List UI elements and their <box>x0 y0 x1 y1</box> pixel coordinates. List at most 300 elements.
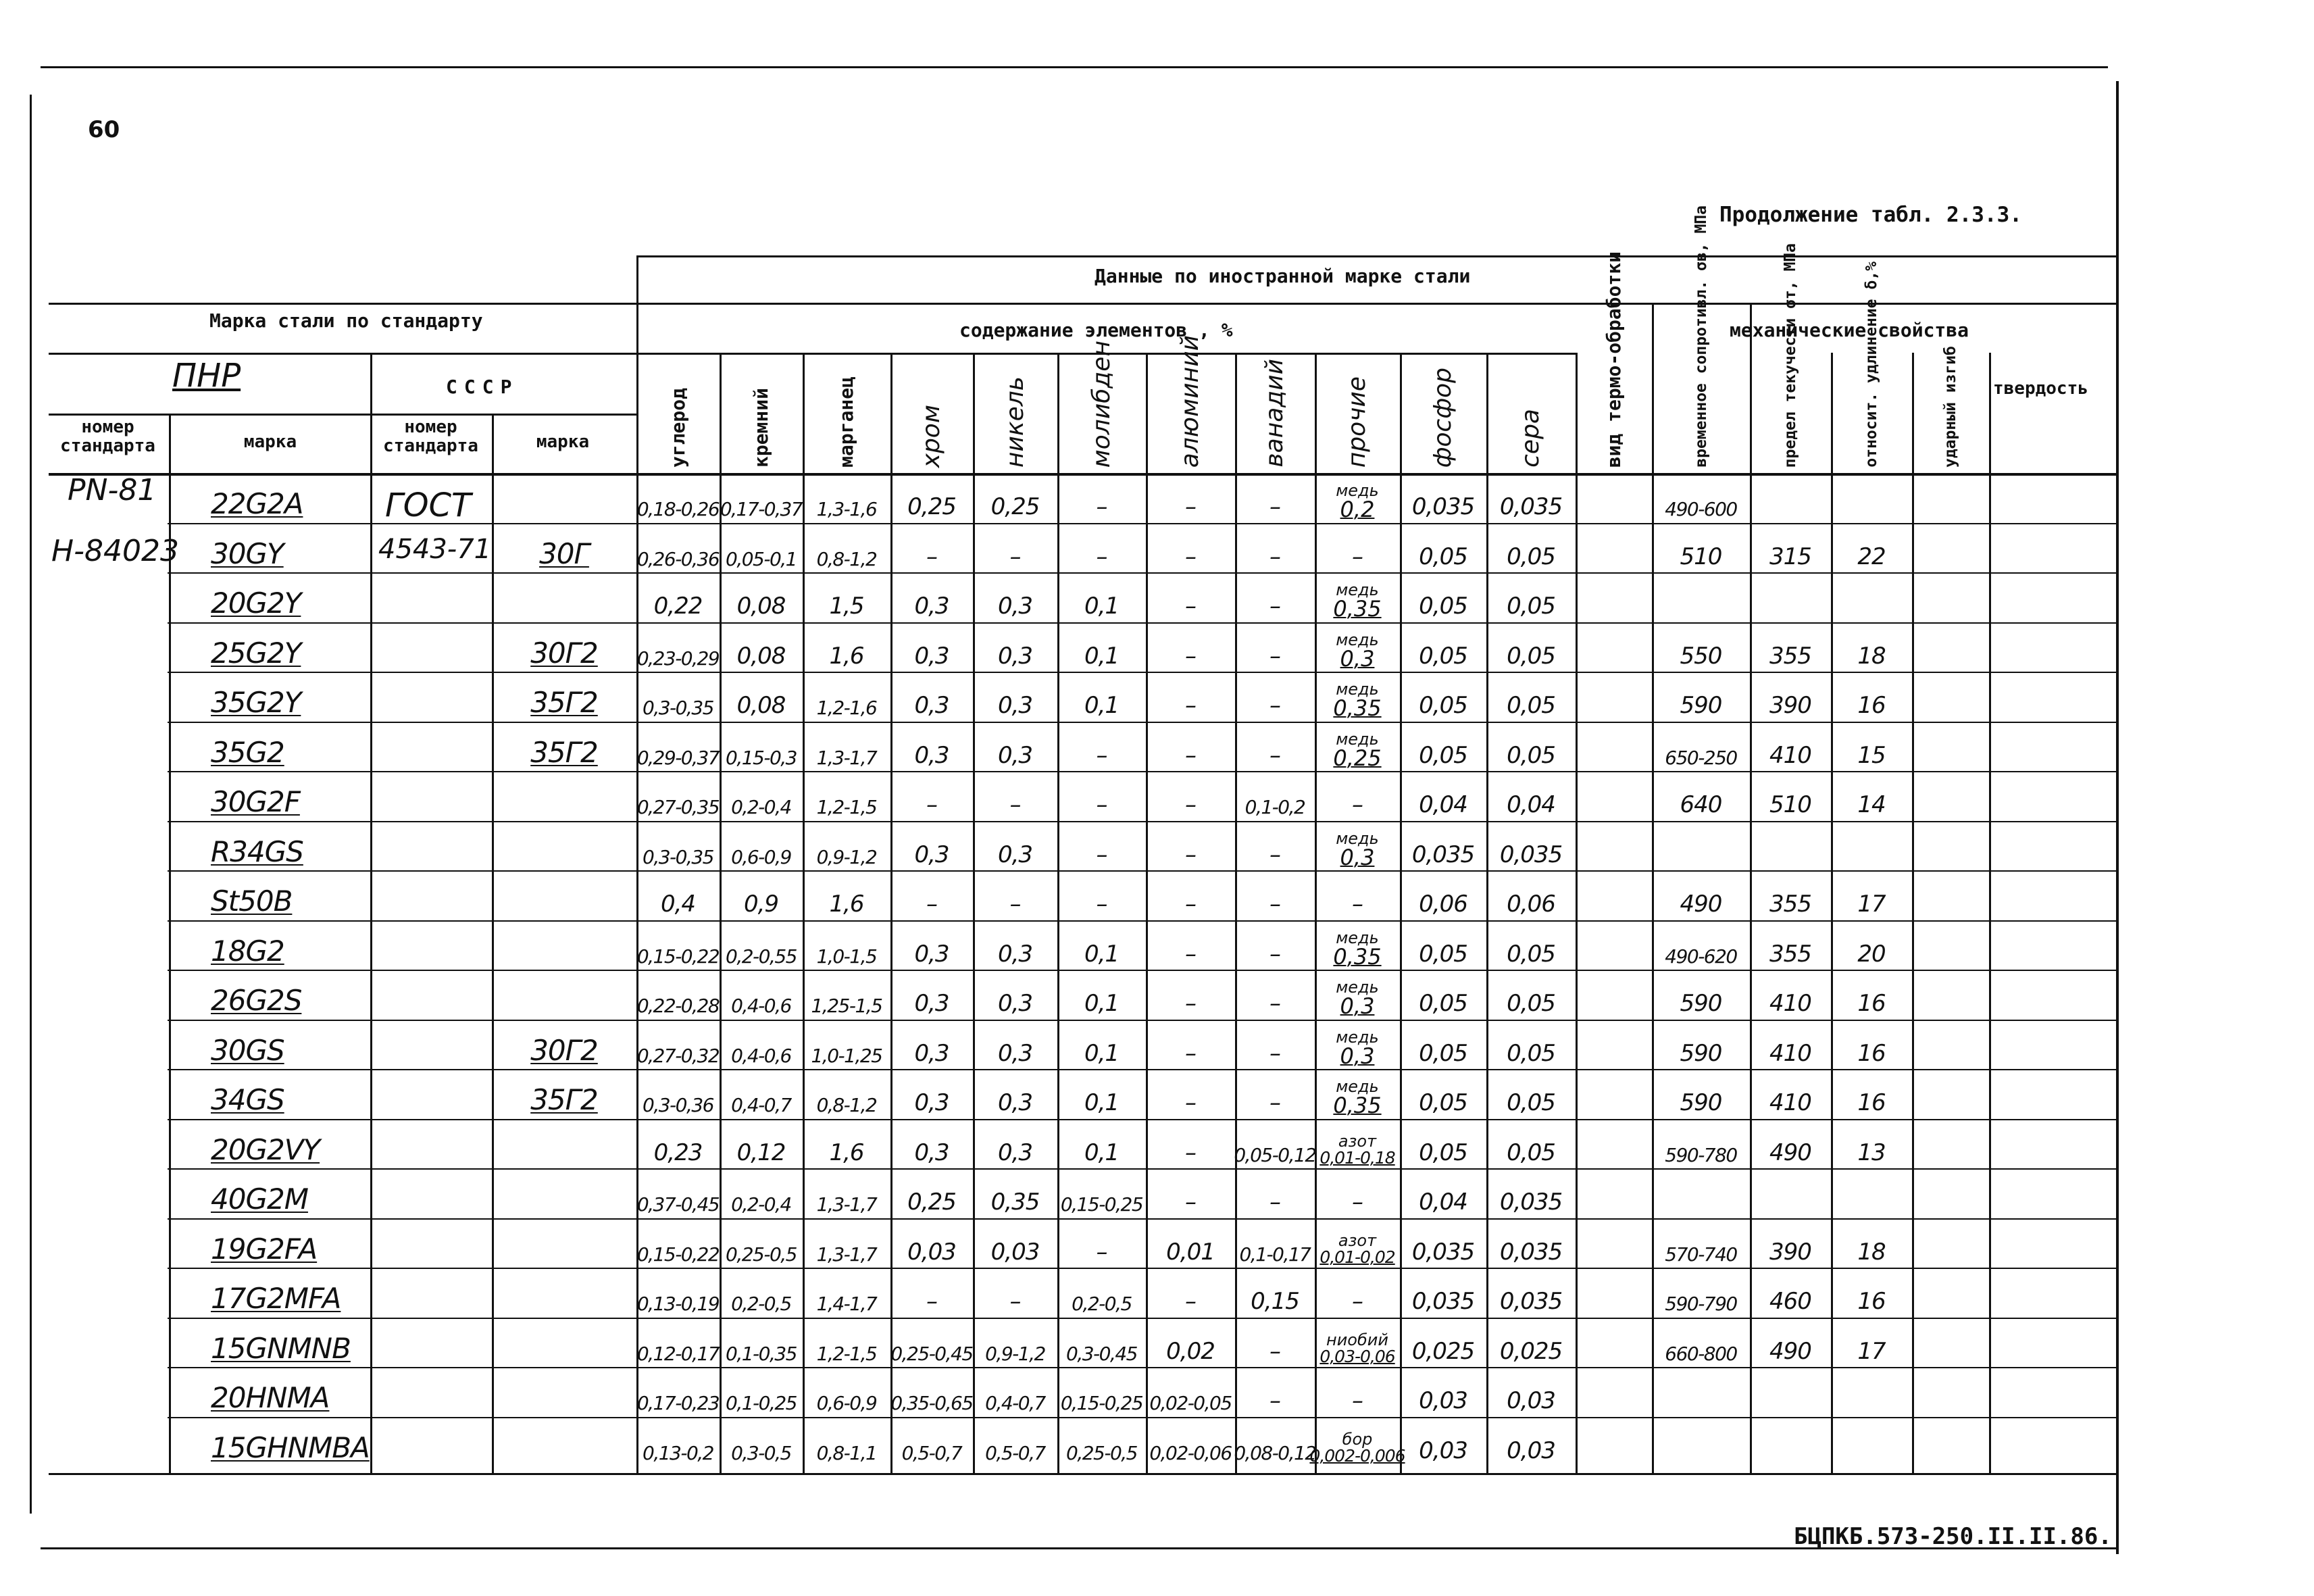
value-cell-mo <box>1057 821 1146 871</box>
value-cell-mo <box>1057 771 1146 821</box>
cell-value: 0,3 <box>997 643 1033 670</box>
cell-value: 1,3-1,7 <box>816 1193 877 1216</box>
cell-value: 490 <box>1680 891 1722 918</box>
cell-value: 30G2F <box>211 785 300 818</box>
value-cell-mo <box>1057 722 1146 772</box>
cell-value: – <box>1096 1239 1107 1266</box>
cell-value: 35G2 <box>211 736 284 769</box>
value-cell-sb <box>1652 572 1750 622</box>
cell-value: 590 <box>1680 1040 1722 1067</box>
cell-value: – <box>1352 543 1363 570</box>
cell-value: 20G2VY <box>211 1133 320 1166</box>
value-cell-d <box>1831 1218 1912 1268</box>
cell-value: 15GHNMBA <box>211 1431 370 1464</box>
value-cell-p <box>1400 622 1486 672</box>
cell-value: 0,3 <box>914 941 949 968</box>
cell-value: 18G2 <box>211 934 284 968</box>
cell-value: 0,29-0,37 <box>636 747 720 769</box>
cell-value: – <box>1352 891 1363 918</box>
cell-value: 0,05 <box>1419 742 1467 769</box>
cell-value: 0,01 <box>1166 1239 1215 1266</box>
cell-value: 490-620 <box>1665 945 1737 968</box>
value-cell-cr <box>890 970 973 1020</box>
value-cell-si <box>720 1069 803 1119</box>
cell-value: 490 <box>1769 1338 1811 1365</box>
other-element-stack <box>1319 1133 1394 1166</box>
value-cell-cr <box>890 1069 973 1119</box>
cell-value: 15 <box>1857 742 1886 769</box>
cell-value: 35Г2 <box>530 686 598 719</box>
value-cell-st <box>1750 622 1831 672</box>
cell-value: 0,3 <box>914 1040 949 1067</box>
value-cell-p <box>1400 1417 1486 1467</box>
cell-value: 0,2-0,4 <box>731 1193 791 1216</box>
value-cell-mn <box>803 870 890 920</box>
cell-value: 0,22-0,28 <box>636 995 720 1017</box>
vertical-header-label: временное сопротивл. σв, МПа <box>1692 205 1710 468</box>
value-cell-ni <box>973 1218 1057 1268</box>
cell-value: 590-780 <box>1665 1144 1737 1166</box>
grade-cell <box>169 970 370 1020</box>
cell-value: 0,3 <box>997 593 1033 620</box>
value-cell-d <box>1831 821 1912 871</box>
cell-value: – <box>926 891 937 918</box>
grade-cell <box>169 622 370 672</box>
ussr-grade-cell <box>492 1218 636 1268</box>
value-cell-p <box>1400 1318 1486 1368</box>
grade-cell <box>169 870 370 920</box>
value-cell-al <box>1146 920 1235 970</box>
value-cell-al <box>1146 1367 1235 1417</box>
value-cell-other <box>1315 1318 1400 1368</box>
cell-value: 590 <box>1680 692 1722 719</box>
grade-cell <box>169 1069 370 1119</box>
vertical-header-label: молибден <box>1087 340 1115 468</box>
value-cell-st <box>1750 523 1831 573</box>
other-element-value: 0,35 <box>1333 1093 1382 1118</box>
value-cell-mn <box>803 473 890 523</box>
value-cell-c <box>636 1268 720 1318</box>
value-cell-ni <box>973 1119 1057 1169</box>
cell-value: 0,05 <box>1507 1139 1555 1166</box>
value-cell-cr <box>890 672 973 722</box>
cell-value: – <box>1269 1040 1280 1067</box>
value-cell-ni <box>973 622 1057 672</box>
cell-value: 1,2-1,5 <box>816 796 877 818</box>
cell-value: 30GS <box>211 1034 284 1067</box>
value-cell-si <box>720 473 803 523</box>
value-cell-mo <box>1057 1119 1146 1169</box>
cell-value: 0,1 <box>1084 643 1120 670</box>
country-foreign: ПНР <box>172 357 241 395</box>
cell-value: – <box>1269 692 1280 719</box>
standard-ussr-1: ГОСТ <box>385 487 472 524</box>
cell-value: 0,05 <box>1419 990 1467 1017</box>
cell-value: 1,3-1,7 <box>816 747 877 769</box>
table-row <box>0 1020 2314 1070</box>
ussr-grade-cell <box>492 622 636 672</box>
value-cell-mo <box>1057 920 1146 970</box>
grade-cell <box>169 821 370 871</box>
value-cell-sb <box>1652 473 1750 523</box>
cell-value: – <box>1185 1189 1196 1216</box>
cell-value: 0,05 <box>1507 941 1555 968</box>
cell-value: 0,05 <box>1507 990 1555 1017</box>
vertical-header-label: углерод <box>666 387 689 468</box>
cell-value: 16 <box>1857 1089 1886 1116</box>
cell-value: 0,035 <box>1411 493 1475 520</box>
value-cell-other <box>1315 821 1400 871</box>
ussr-grade-cell <box>492 870 636 920</box>
value-cell-cr <box>890 821 973 871</box>
value-cell-other <box>1315 1168 1400 1218</box>
other-element-value: 0,01-0,18 <box>1319 1148 1395 1168</box>
value-cell-d <box>1831 1119 1912 1169</box>
value-cell-st <box>1750 1268 1831 1318</box>
value-cell-ni <box>973 1318 1057 1368</box>
value-cell-s <box>1486 920 1576 970</box>
value-cell-sb <box>1652 1020 1750 1070</box>
value-cell-cr <box>890 1268 973 1318</box>
value-cell-si <box>720 1367 803 1417</box>
cell-value: 17G2MFA <box>211 1282 341 1315</box>
cell-value: 0,12 <box>736 1139 786 1166</box>
vertical-header-label: прочие <box>1343 376 1371 468</box>
value-cell-ni <box>973 1069 1057 1119</box>
value-cell-d <box>1831 1367 1912 1417</box>
other-element-stack <box>1333 930 1381 968</box>
cell-value: 0,9-1,2 <box>816 846 877 868</box>
cell-value: 0,2-0,5 <box>1072 1293 1132 1315</box>
cell-value: 0,15-0,25 <box>1060 1392 1143 1414</box>
cell-value: 1,3-1,7 <box>816 1243 877 1266</box>
value-cell-other <box>1315 1069 1400 1119</box>
cell-value: 0,35-0,65 <box>890 1392 973 1414</box>
vertical-header-9 <box>1400 353 1486 473</box>
cell-value: – <box>1269 643 1280 670</box>
value-cell-sb <box>1652 622 1750 672</box>
vertical-header-label: предел текучести σт, МПа <box>1782 243 1799 468</box>
cell-value: 17 <box>1857 891 1886 918</box>
value-cell-v <box>1235 1020 1315 1070</box>
value-cell-p <box>1400 771 1486 821</box>
grade-cell <box>169 1218 370 1268</box>
other-element-name: медь <box>1336 580 1379 599</box>
cell-value: – <box>1352 1288 1363 1315</box>
value-cell-al <box>1146 970 1235 1020</box>
cell-value: 0,22 <box>653 593 703 620</box>
cell-value: – <box>1096 891 1107 918</box>
cell-value: 0,23 <box>653 1139 703 1166</box>
value-cell-mn <box>803 622 890 672</box>
value-cell-other <box>1315 572 1400 622</box>
grade-cell <box>169 1318 370 1368</box>
value-cell-si <box>720 1119 803 1169</box>
value-cell-d <box>1831 1168 1912 1218</box>
value-cell-p <box>1400 1218 1486 1268</box>
value-cell-s <box>1486 970 1576 1020</box>
cell-value: R34GS <box>211 835 303 868</box>
value-cell-other <box>1315 920 1400 970</box>
other-element-value: 0,3 <box>1340 1043 1375 1069</box>
value-cell-other <box>1315 1268 1400 1318</box>
value-cell-other <box>1315 970 1400 1020</box>
other-element-value: 0,3 <box>1340 993 1375 1019</box>
value-cell-mn <box>803 920 890 970</box>
other-element-stack <box>1333 1078 1381 1116</box>
value-cell-mo <box>1057 1218 1146 1268</box>
cell-value: 0,13-0,19 <box>636 1293 720 1315</box>
vertical-header-13 <box>1750 243 1831 473</box>
cell-value: 0,08-0,12 <box>1234 1442 1316 1464</box>
cell-value: 0,03 <box>1507 1387 1555 1414</box>
value-cell-sb <box>1652 1168 1750 1218</box>
elements-header: содержание элементов , % <box>959 319 1233 341</box>
cell-value: 590 <box>1680 1089 1722 1116</box>
cell-value: 18 <box>1857 643 1886 670</box>
value-cell-cr <box>890 771 973 821</box>
vertical-header-label: ванадий <box>1261 359 1288 468</box>
ussr-grade-cell <box>492 672 636 722</box>
cell-value: – <box>1269 493 1280 520</box>
cell-value: 590 <box>1680 990 1722 1017</box>
value-cell-cr <box>890 722 973 772</box>
cell-value: 0,2-0,5 <box>731 1293 791 1315</box>
value-cell-p <box>1400 672 1486 722</box>
value-cell-si <box>720 572 803 622</box>
value-cell-p <box>1400 821 1486 871</box>
value-cell-v <box>1235 970 1315 1020</box>
cell-value: 20 <box>1857 941 1886 968</box>
ussr-grade-cell <box>492 1268 636 1318</box>
value-cell-st <box>1750 1020 1831 1070</box>
cell-value: 0,27-0,32 <box>636 1045 720 1067</box>
value-cell-c <box>636 1218 720 1268</box>
value-cell-other <box>1315 672 1400 722</box>
table-row <box>0 1168 2314 1218</box>
value-cell-v <box>1235 870 1315 920</box>
value-cell-sb <box>1652 1069 1750 1119</box>
value-cell-al <box>1146 1417 1235 1467</box>
value-cell-mn <box>803 1218 890 1268</box>
cell-value: 0,25 <box>990 493 1040 520</box>
value-cell-al <box>1146 672 1235 722</box>
cell-value: 0,25 <box>907 493 956 520</box>
other-element-name: медь <box>1336 1028 1379 1047</box>
other-element-name: медь <box>1336 829 1379 848</box>
value-cell-si <box>720 771 803 821</box>
vertical-header-label: алюминий <box>1176 334 1204 468</box>
cell-value: 34GS <box>211 1083 284 1116</box>
ussr-grade-cell <box>492 572 636 622</box>
value-cell-al <box>1146 572 1235 622</box>
value-cell-ni <box>973 473 1057 523</box>
cell-value: 0,05 <box>1419 1089 1467 1116</box>
value-cell-c <box>636 970 720 1020</box>
other-element-stack <box>1333 582 1381 620</box>
value-cell-s <box>1486 1168 1576 1218</box>
cell-value: 0,03 <box>1419 1387 1467 1414</box>
vertical-header-15 <box>1912 345 1989 473</box>
cell-value: – <box>926 543 937 570</box>
value-cell-d <box>1831 870 1912 920</box>
value-cell-p <box>1400 1069 1486 1119</box>
value-cell-al <box>1146 1218 1235 1268</box>
value-cell-sb <box>1652 920 1750 970</box>
cell-value: 0,035 <box>1411 841 1475 868</box>
cell-value: 0,035 <box>1499 841 1563 868</box>
other-element-name: медь <box>1336 978 1379 997</box>
ussr-grade-cell <box>492 1119 636 1169</box>
table-row <box>0 1119 2314 1169</box>
value-cell-s <box>1486 1367 1576 1417</box>
grade-cell <box>169 1367 370 1417</box>
value-cell-mo <box>1057 572 1146 622</box>
value-cell-si <box>720 920 803 970</box>
other-element-name: медь <box>1336 481 1379 500</box>
value-cell-ni <box>973 1020 1057 1070</box>
cell-value: 0,08 <box>736 643 786 670</box>
ussr-grade-cell <box>492 1318 636 1368</box>
grade-cell <box>169 473 370 523</box>
value-cell-c <box>636 622 720 672</box>
cell-value: 0,4-0,7 <box>985 1392 1045 1414</box>
value-cell-v <box>1235 523 1315 573</box>
other-element-name: медь <box>1336 630 1379 649</box>
value-cell-v <box>1235 572 1315 622</box>
cell-value: 355 <box>1769 941 1811 968</box>
cell-value: 0,8-1,2 <box>816 1094 877 1116</box>
cell-value: 0,17-0,23 <box>636 1392 720 1414</box>
value-cell-al <box>1146 1268 1235 1318</box>
cell-value: 0,6-0,9 <box>816 1392 877 1414</box>
vertical-header-label: ударный изгиб <box>1942 345 1959 468</box>
value-cell-sb <box>1652 1218 1750 1268</box>
value-cell-ni <box>973 970 1057 1020</box>
cell-value: 0,3-0,45 <box>1066 1343 1137 1365</box>
other-element-name: медь <box>1336 928 1379 947</box>
other-element-value: 0,002-0,006 <box>1309 1446 1405 1466</box>
value-cell-d <box>1831 920 1912 970</box>
value-cell-c <box>636 920 720 970</box>
cell-value: 510 <box>1769 791 1811 818</box>
value-cell-p <box>1400 1268 1486 1318</box>
value-cell-ni <box>973 920 1057 970</box>
value-cell-si <box>720 870 803 920</box>
cell-value: – <box>1269 593 1280 620</box>
vertical-header-0 <box>636 353 720 473</box>
value-cell-mn <box>803 722 890 772</box>
value-cell-st <box>1750 473 1831 523</box>
cell-value: – <box>1269 990 1280 1017</box>
value-cell-st <box>1750 970 1831 1020</box>
cell-value: 0,3 <box>914 593 949 620</box>
cell-value: 0,035 <box>1499 1288 1563 1315</box>
table-row <box>0 622 2314 672</box>
foreign-data-header: Данные по иностранной марке стали <box>1095 265 1471 287</box>
value-cell-other <box>1315 870 1400 920</box>
cell-value: 0,02 <box>1166 1338 1215 1365</box>
value-cell-c <box>636 870 720 920</box>
cell-value: – <box>1096 791 1107 818</box>
continuation-label: Продолжение табл. 2.3.3. <box>1719 203 2022 227</box>
cell-value: 16 <box>1857 1040 1886 1067</box>
value-cell-d <box>1831 970 1912 1020</box>
cell-value: 0,4-0,7 <box>731 1094 791 1116</box>
cell-value: – <box>1269 742 1280 769</box>
value-cell-c <box>636 1318 720 1368</box>
cell-value: 16 <box>1857 692 1886 719</box>
cell-value: 0,3-0,35 <box>643 846 713 868</box>
cell-value: – <box>1352 791 1363 818</box>
value-cell-v <box>1235 1318 1315 1368</box>
value-cell-other <box>1315 1218 1400 1268</box>
cell-value: 0,3 <box>997 941 1033 968</box>
cell-value: 0,6-0,9 <box>731 846 791 868</box>
cell-value: 0,15-0,25 <box>1060 1193 1143 1216</box>
page-number: 60 <box>88 116 120 143</box>
cell-value: 0,05-0,1 <box>726 548 797 570</box>
cell-value: 660-800 <box>1665 1343 1737 1365</box>
cell-value: – <box>1269 841 1280 868</box>
grade-cell <box>169 1020 370 1070</box>
value-cell-sb <box>1652 771 1750 821</box>
cell-value: – <box>1185 941 1196 968</box>
cell-value: 0,05 <box>1419 941 1467 968</box>
cell-value: – <box>1185 1139 1196 1166</box>
value-cell-sb <box>1652 970 1750 1020</box>
cell-value: – <box>1185 742 1196 769</box>
cell-value: 0,025 <box>1411 1338 1475 1365</box>
cell-value: 0,05 <box>1507 742 1555 769</box>
table-row <box>0 771 2314 821</box>
value-cell-c <box>636 523 720 573</box>
cell-value: 1,4-1,7 <box>816 1293 877 1315</box>
value-cell-mo <box>1057 473 1146 523</box>
cell-value: 19G2FA <box>211 1232 318 1266</box>
value-cell-si <box>720 970 803 1020</box>
cell-value: 0,1 <box>1084 1040 1120 1067</box>
value-cell-sb <box>1652 821 1750 871</box>
value-cell-al <box>1146 1168 1235 1218</box>
value-cell-mo <box>1057 1417 1146 1467</box>
other-element-name: азот <box>1338 1132 1377 1151</box>
value-cell-d <box>1831 771 1912 821</box>
cell-value: 410 <box>1769 742 1811 769</box>
header-rule <box>49 414 636 416</box>
other-element-stack <box>1336 830 1379 868</box>
grade-cell <box>169 1168 370 1218</box>
cell-value: 0,03 <box>1419 1437 1467 1464</box>
other-element-value: 0,3 <box>1340 845 1375 870</box>
cell-value: 1,6 <box>829 1139 864 1166</box>
cell-value: 1,3-1,6 <box>816 498 877 520</box>
grade-cell <box>169 572 370 622</box>
other-element-name: бор <box>1342 1430 1373 1449</box>
ussr-grade-cell <box>492 970 636 1020</box>
cell-value: 0,1 <box>1084 593 1120 620</box>
other-element-value: 0,03-0,06 <box>1319 1347 1395 1366</box>
cell-value: 1,2-1,5 <box>816 1343 877 1365</box>
cell-value: 0,06 <box>1419 891 1467 918</box>
value-cell-s <box>1486 870 1576 920</box>
cell-value: 590-790 <box>1665 1293 1737 1315</box>
vertical-header-4 <box>973 353 1057 473</box>
value-cell-sb <box>1652 870 1750 920</box>
other-element-value: 0,2 <box>1340 497 1375 522</box>
value-cell-sb <box>1652 722 1750 772</box>
cell-value: 550 <box>1680 643 1722 670</box>
